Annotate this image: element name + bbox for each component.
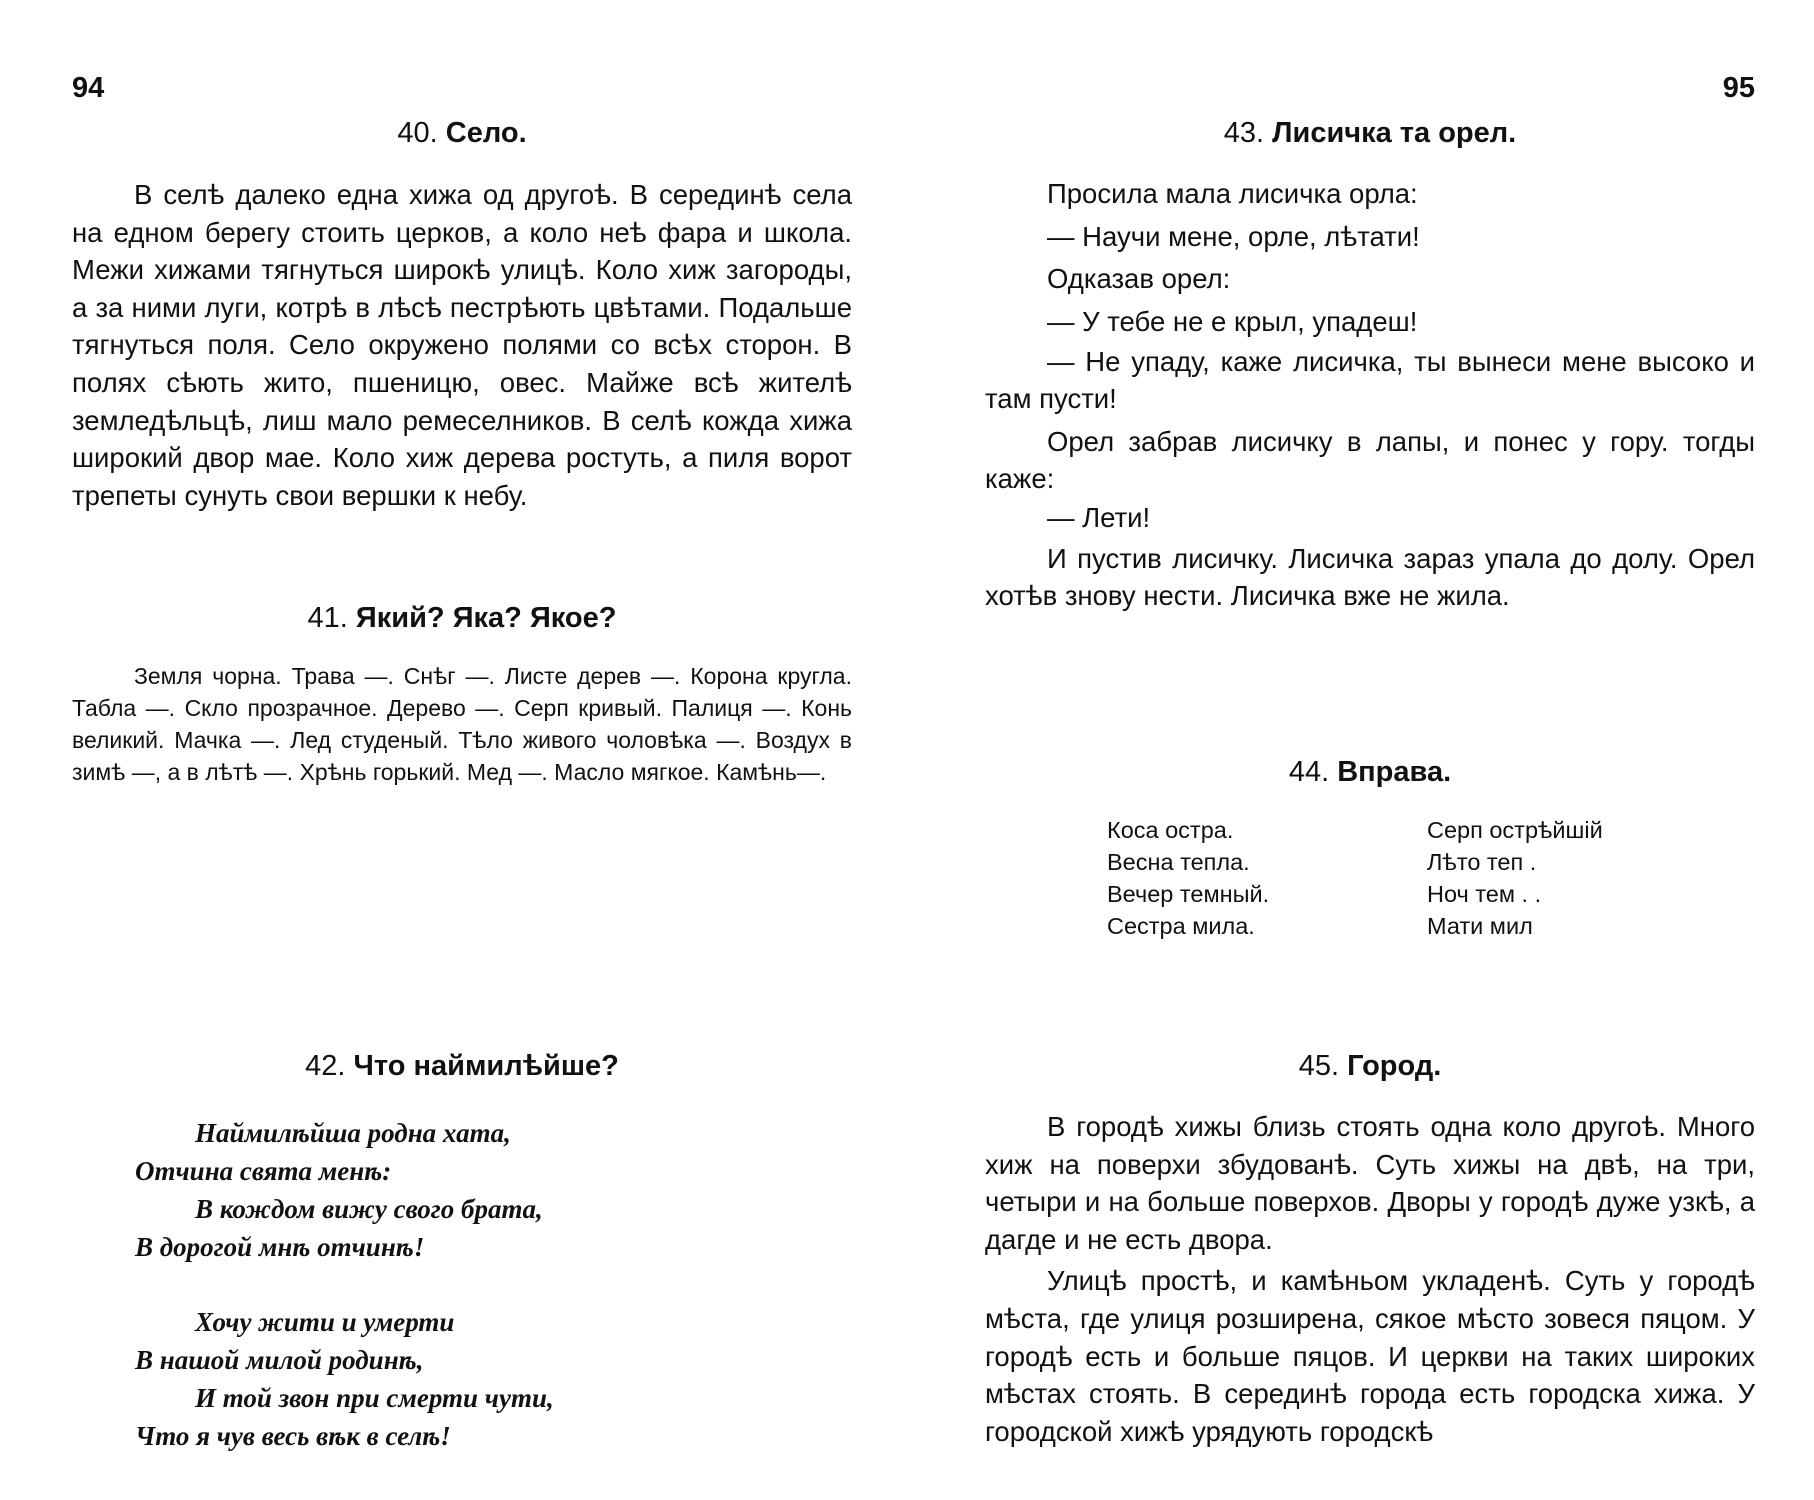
dialog-line: И пустив лисичку. Лисичка зараз упала до долу. Орел хотѣв знову нести. Лисичка вже не жила. bbox=[985, 542, 1755, 611]
section-42-number: 42. bbox=[305, 1050, 346, 1082]
section-45-heading: Город. bbox=[1347, 1050, 1442, 1082]
section-41-paragraph: Земля чорна. Трава —. Снѣг —. Листе дерев —. Корона кругла. Табла —. Скло прозрачное. Дерево —. Серп кривый. Палиця —. Конь великий. Мачка —. Лед студеный. Тѣло живого чоловѣка —. Воздух в зимѣ —, а в лѣтѣ —. Хрѣнь горький. Мед —. Масло мягкое. Камѣнь—. bbox=[72, 663, 852, 785]
table-cell: Лѣто теп . bbox=[1427, 849, 1537, 875]
section-40-number: 40. bbox=[397, 117, 438, 149]
page-number-left: 94 bbox=[72, 72, 105, 104]
exercise-table bbox=[1107, 814, 1755, 942]
section-45-paragraph: Улицѣ простѣ, и камѣньом укладенѣ. Суть у городѣ мѣста, где улиця розширена, сякое мѣсто зовеся пяцом. У городѣ есть и больше пяцов. И церкви на таких широких мѣстах стоять. В серединѣ города есть городска хижа. У городской хижѣ урядують городскѣ bbox=[985, 1265, 1755, 1447]
section-40 bbox=[72, 113, 852, 514]
section-43-title bbox=[985, 113, 1755, 153]
section-44 bbox=[985, 752, 1755, 942]
section-42 bbox=[72, 1046, 852, 1492]
dialog-line: — Лети! bbox=[1047, 502, 1151, 533]
table-cell: Сестра мила. bbox=[1107, 913, 1255, 939]
section-41 bbox=[72, 598, 852, 788]
dialog-line: — Не упаду, каже лисичка, ты вынеси мене высоко и там пусти! bbox=[985, 346, 1755, 414]
section-40-title bbox=[72, 113, 852, 153]
section-41-heading: Який? Яка? Якое? bbox=[355, 602, 617, 634]
section-41-title bbox=[72, 598, 852, 638]
section-43 bbox=[985, 113, 1755, 614]
section-43-heading: Лисичка та орел. bbox=[1272, 117, 1517, 149]
section-45-paragraph: В городѣ хижы близь стоять одна коло другоѣ. Много хиж на поверхи збудованѣ. Суть хижы на двѣ, на три, четыри и на больше поверхов. Дворы у городѣ дуже узкѣ, а дагде и не есть двора. bbox=[985, 1111, 1755, 1255]
poem-stanza-1 bbox=[0, 1114, 852, 1266]
poem bbox=[0, 1114, 852, 1455]
right-page bbox=[985, 0, 1755, 1500]
section-42-title bbox=[72, 1046, 852, 1086]
poem-line: Наймилѣйша родна хата, bbox=[195, 1118, 511, 1148]
poem-line: В нашой милой родинѣ, bbox=[135, 1345, 424, 1375]
page-number-right: 95 bbox=[1722, 72, 1755, 104]
section-41-number: 41. bbox=[307, 602, 348, 634]
dialog-line: Орел забрав лисичку в лапы, и понес у гору. тогды каже: bbox=[985, 426, 1755, 494]
table-cell: Ноч тем . . bbox=[1427, 881, 1542, 907]
section-45-title bbox=[985, 1046, 1755, 1086]
section-43-number: 43. bbox=[1223, 117, 1265, 149]
section-44-heading: Вправа. bbox=[1337, 756, 1452, 788]
section-44-title bbox=[985, 752, 1755, 792]
table-cell: Серп острѣйшій bbox=[1427, 817, 1603, 843]
section-44-number: 44. bbox=[1288, 756, 1330, 788]
poem-line: Что я чув весь вѣк в селѣ! bbox=[135, 1421, 451, 1451]
section-45-number: 45. bbox=[1298, 1050, 1340, 1082]
left-page bbox=[72, 0, 852, 1500]
table-cell: Весна тепла. bbox=[1107, 849, 1250, 875]
section-41-body bbox=[72, 660, 852, 788]
poem-stanza-2 bbox=[0, 1303, 852, 1455]
poem-line: В дорогой мнѣ отчинѣ! bbox=[135, 1232, 425, 1262]
table-cell: Коса остра. bbox=[1107, 817, 1234, 843]
section-45 bbox=[985, 1046, 1755, 1450]
table-cell: Мати мил bbox=[1427, 913, 1533, 939]
section-40-body bbox=[72, 176, 852, 514]
section-42-heading: Что наймилѣйше? bbox=[353, 1050, 619, 1082]
dialog-line: — Научи мене, орле, лѣтати! bbox=[1047, 220, 1420, 252]
section-45-body bbox=[985, 1108, 1755, 1450]
table-cell: Вечер темный. bbox=[1107, 881, 1270, 907]
poem-line: Хочу жити и умерти bbox=[195, 1307, 455, 1337]
dialog-line: Одказав орел: bbox=[1047, 263, 1231, 294]
section-40-paragraph: В селѣ далеко една хижа од другоѣ. В серединѣ села на едном берегу стоить церков, а коло неѣ фара и школа. Межи хижами тягнуться широкѣ улицѣ. Коло хиж загороды, а за ними луги, котрѣ в лѣсѣ пестрѣють цвѣтами. Подальше тягнуться поля. Село окружено полями со всѣх сторон. В полях сѣють жито, пшеницю, овес. Майже всѣ жителѣ земледѣльцѣ, лиш мало ремеселников. В селѣ кожда хижа широкий двор мае. Коло хиж дерева ростуть, а пиля ворот трепеты сунуть свои вершки к небу. bbox=[72, 179, 852, 511]
poem-line: В кождом вижу свого брата, bbox=[195, 1194, 543, 1224]
poem-line: Отчина свята менѣ: bbox=[135, 1156, 392, 1186]
section-40-heading: Село. bbox=[445, 117, 527, 149]
poem-line: И той звон при смерти чути, bbox=[195, 1383, 554, 1413]
dialog-line: — У тебе не е крыл, упадеш! bbox=[1047, 305, 1418, 337]
section-43-body bbox=[985, 173, 1755, 614]
dialog-line: Просила мала лисичка орла: bbox=[1047, 178, 1418, 209]
